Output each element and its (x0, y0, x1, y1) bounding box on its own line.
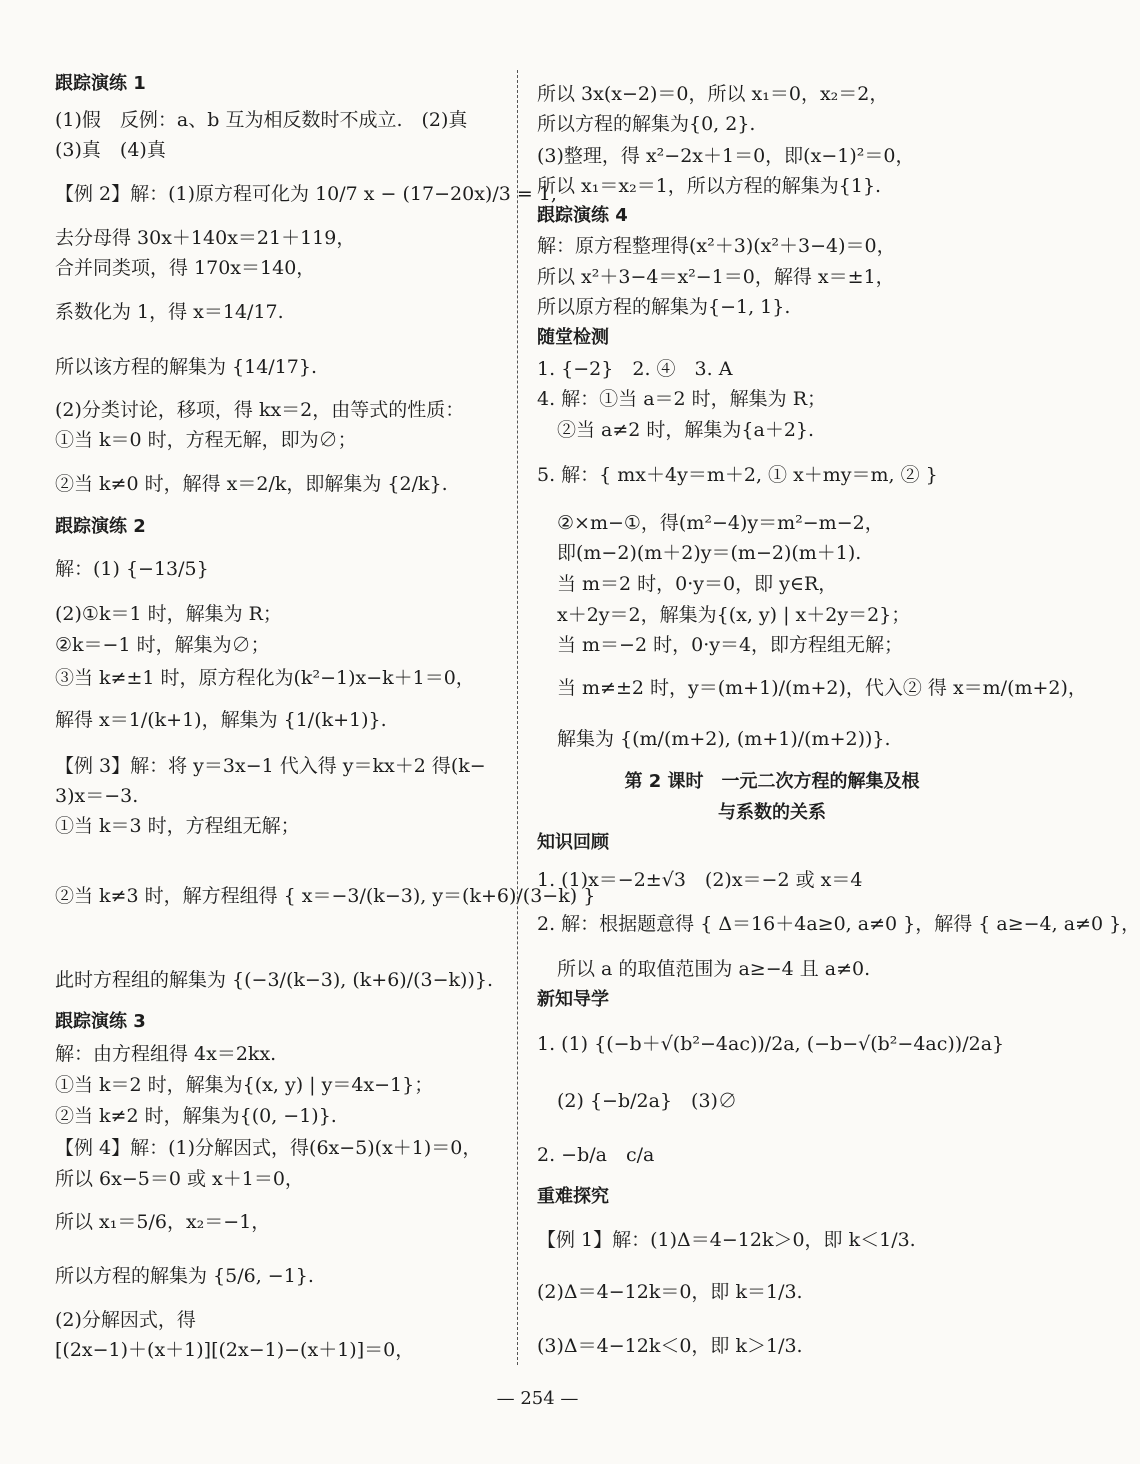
text-line: (3)真 (4)真 (55, 139, 166, 161)
heading-practice-1: 跟踪演练 1 (55, 73, 146, 94)
text-line: 当 m＝−2 时，0·y＝4，即方程组无解； (557, 634, 904, 656)
text-line: ①当 k＝3 时，方程组无解； (55, 815, 300, 837)
text-line: 所以 3x(x−2)＝0，所以 x₁＝0，x₂＝2， (537, 83, 889, 105)
text-line: ①当 k＝2 时，解集为{(x, y) | y＝4x−1}； (55, 1074, 434, 1096)
text-line: 3)x＝−3. (55, 785, 139, 807)
column-divider (517, 70, 518, 1365)
text-line: 所以原方程的解集为{−1, 1}. (537, 296, 791, 318)
text-line: ②k＝−1 时，解集为∅； (55, 634, 270, 656)
text-line: 所以方程的解集为{0, 2}. (537, 113, 756, 135)
text-line: 所以该方程的解集为 {14/17}. (55, 356, 318, 378)
text-line: ①当 k＝0 时，方程无解，即为∅； (55, 429, 357, 451)
lesson-title-line-1: 第 2 课时 一元二次方程的解集及根 (624, 771, 920, 792)
text-line: 系数化为 1，得 x＝14/17. (55, 301, 284, 323)
text-line: 1. (1) {(−b＋√(b²−4ac))/2a, (−b−√(b²−4ac))/2a} (537, 1033, 1005, 1055)
text-line: x＋2y＝2，解集为{(x, y) | x＋2y＝2}； (557, 604, 911, 626)
text-line: 所以 x₁＝5/6，x₂＝−1， (55, 1211, 271, 1233)
text-line: 当 m＝2 时，0·y＝0，即 y∈R， (557, 573, 838, 595)
heading-practice-3: 跟踪演练 3 (55, 1011, 146, 1032)
text-line: 即(m−2)(m＋2)y＝(m−2)(m＋1). (557, 542, 862, 564)
text-line: 2. 解：根据题意得 { Δ＝16＋4a≥0, a≠0 }，解得 { a≥−4, a≠0 }， (537, 913, 1140, 935)
text-line: 解得 x＝1/(k+1)，解集为 {1/(k+1)}. (55, 709, 387, 731)
text-line: 所以 6x−5＝0 或 x＋1＝0， (55, 1168, 304, 1190)
heading-key-difficulty: 重难探究 (537, 1186, 609, 1207)
text-line: 合并同类项，得 170x＝140， (55, 257, 316, 279)
text-line: 1. {−2} 2. ④ 3. A (537, 358, 733, 380)
example-2-line: 【例 2】解：(1)原方程可化为 10/7 x − (17−20x)/3 = 1, (55, 183, 557, 205)
text-line: (3)整理，得 x²−2x＋1＝0，即(x−1)²＝0， (537, 145, 915, 167)
text-line: 此时方程组的解集为 {(−3/(k−3), (k+6)/(3−k))}. (55, 969, 494, 991)
heading-new-knowledge: 新知导学 (537, 989, 609, 1010)
text-line: 所以方程的解集为 {5/6, −1}. (55, 1265, 314, 1287)
text-line: (2)分类讨论，移项，得 kx＝2，由等式的性质： (55, 399, 465, 421)
text-line: 所以 x²＋3−4＝x²−1＝0，解得 x＝±1， (537, 266, 895, 288)
text-line: 2. −b/a c/a (537, 1144, 655, 1166)
text-line: ②当 k≠3 时，解方程组得 { x＝−3/(k−3), y＝(k+6)/(3−k) } (55, 885, 596, 907)
heading-practice-4: 跟踪演练 4 (537, 205, 628, 226)
text-line: ③当 k≠±1 时，原方程化为(k²−1)x−k＋1＝0， (55, 667, 475, 689)
text-line: ②当 k≠0 时，解得 x＝2/k，即解集为 {2/k}. (55, 473, 448, 495)
example-1-line: 【例 1】解：(1)Δ＝4−12k＞0，即 k＜1/3. (537, 1229, 916, 1251)
example-4-line: 【例 4】解：(1)分解因式，得(6x−5)(x＋1)＝0， (55, 1137, 482, 1159)
text-line: 解集为 {(m/(m+2), (m+1)/(m+2))}. (557, 728, 891, 750)
text-line: ②×m−①，得(m²−4)y＝m²−m−2， (557, 512, 884, 534)
page-number: — 254 — (496, 1388, 579, 1409)
text-line: 4. 解：①当 a＝2 时，解集为 R； (537, 388, 827, 410)
lesson-title-line-2: 与系数的关系 (718, 802, 826, 823)
text-line: 去分母得 30x＋140x＝21＋119， (55, 227, 356, 249)
text-line: 5. 解：{ mx＋4y＝m＋2, ① x＋my＝m, ② } (537, 464, 938, 486)
example-3-line: 【例 3】解：将 y＝3x−1 代入得 y＝kx＋2 得(k− (55, 755, 486, 777)
heading-knowledge-review: 知识回顾 (537, 832, 609, 853)
text-line: (2) {−b/2a} (3)∅ (557, 1090, 737, 1112)
text-line: 所以 a 的取值范围为 a≥−4 且 a≠0. (557, 958, 871, 980)
text-line: 解：(1) {−13/5} (55, 558, 209, 580)
text-line: 所以 x₁＝x₂＝1，所以方程的解集为{1}. (537, 175, 882, 197)
heading-practice-2: 跟踪演练 2 (55, 516, 146, 537)
text-line: (2)Δ＝4−12k＝0，即 k＝1/3. (537, 1281, 803, 1303)
text-line: 解：原方程整理得(x²＋3)(x²＋3−4)＝0， (537, 235, 896, 257)
text-line: [(2x−1)＋(x＋1)][(2x−1)−(x＋1)]＝0， (55, 1339, 415, 1361)
heading-class-test: 随堂检测 (537, 327, 609, 348)
text-line: (2)分解因式，得 (55, 1309, 196, 1331)
text-line: 1. (1)x＝−2±√3 (2)x＝−2 或 x＝4 (537, 869, 863, 891)
text-line: (2)①k＝1 时，解集为 R； (55, 603, 282, 625)
text-line: 当 m≠±2 时，y＝(m+1)/(m+2)，代入② 得 x＝m/(m+2)， (557, 677, 1087, 699)
text-line: (1)假 反例：a、b 互为相反数时不成立. (2)真 (55, 109, 468, 131)
text-line: ②当 k≠2 时，解集为{(0, −1)}. (55, 1105, 337, 1127)
text-line: ②当 a≠2 时，解集为{a＋2}. (557, 419, 815, 441)
text-line: (3)Δ＝4−12k＜0，即 k＞1/3. (537, 1335, 803, 1357)
text-line: 解：由方程组得 4x＝2kx. (55, 1043, 277, 1065)
